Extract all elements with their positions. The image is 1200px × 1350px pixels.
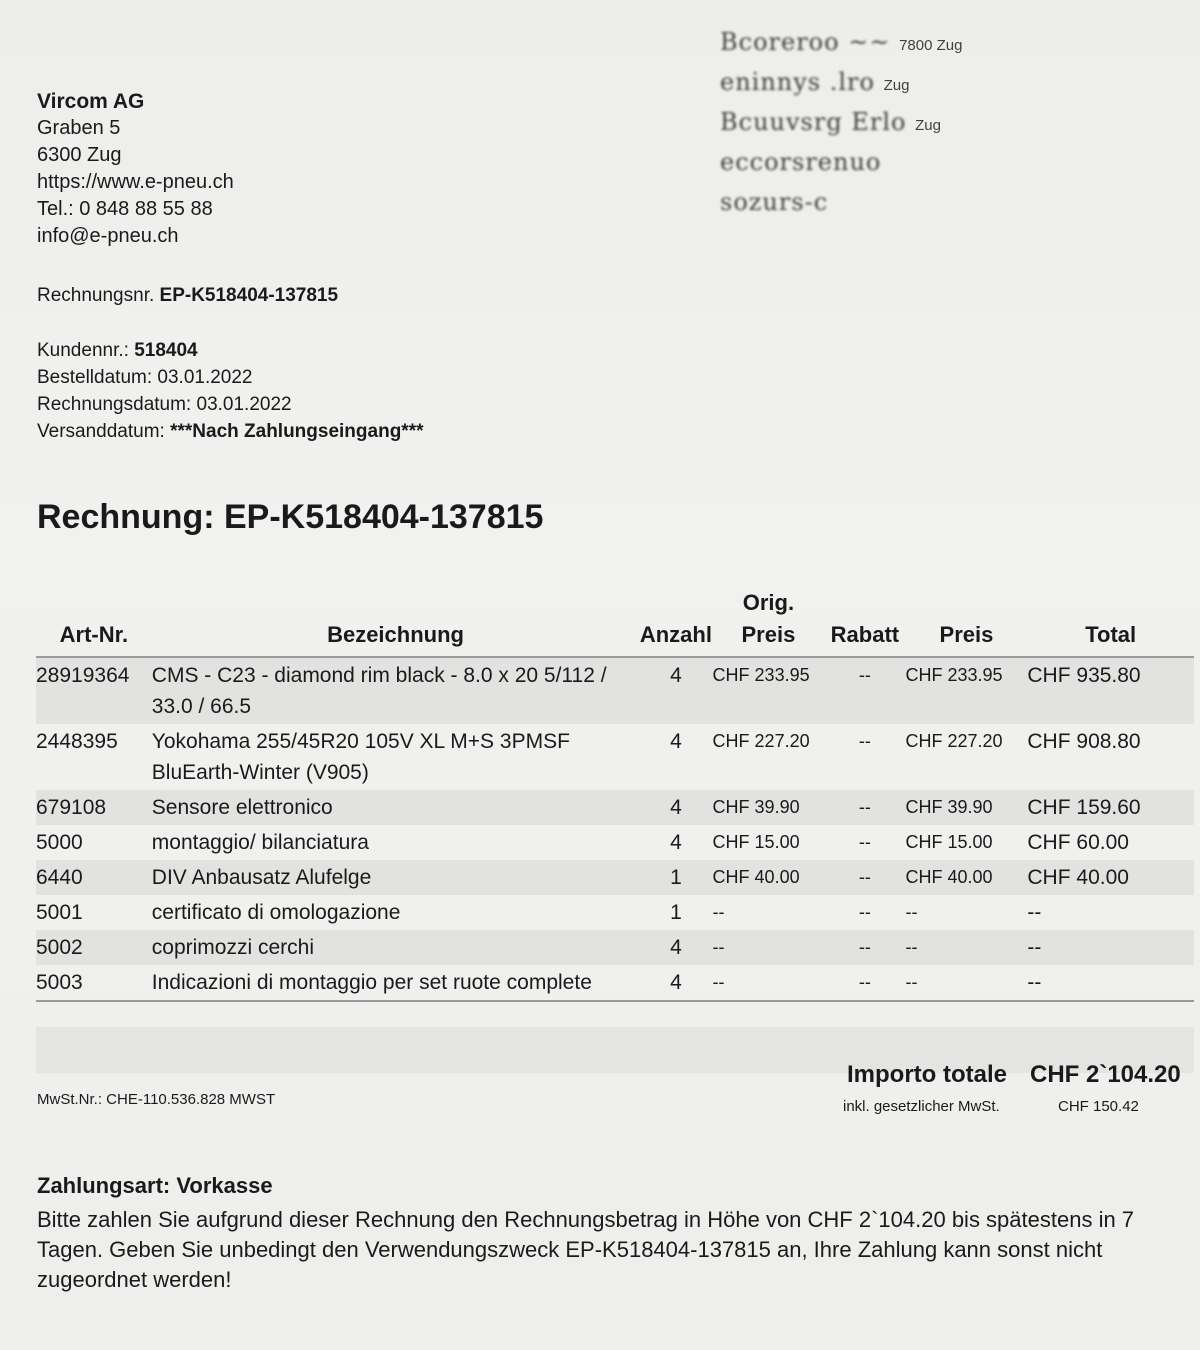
cell-art: 2448395 [36,730,118,753]
cell-preis: CHF 227.20 [905,731,1003,751]
total-value: CHF 2`104.20 [1030,1061,1181,1088]
cell-art: 5000 [36,831,83,854]
cell-orig: CHF 40.00 [713,860,825,895]
cell-total: CHF 60.00 [1027,831,1129,854]
recipient-line: sozurs-c [720,188,829,216]
table-row [36,657,1194,724]
cell-art: 5002 [36,930,152,965]
col-orig: Orig. Preis [741,590,796,647]
cell-desc: certificato di omologazione [151,901,401,924]
cell-preis: CHF 233.95 [906,657,1028,724]
cell-total: CHF 40.00 [1027,860,1194,895]
ship-date: Versanddatum: ***Nach Zahlungseingang*** [37,421,424,442]
cell-art: 6440 [36,860,152,895]
recipient-line: eninnys .lro Zug [720,68,910,96]
seller-phone: Tel.: 0 848 88 55 88 [37,198,213,220]
cell-art: 5001 [36,901,83,924]
recipient-line: eccorsrenuo [720,148,882,176]
cell-orig: CHF 233.95 [713,657,825,724]
cell-rabatt: -- [824,790,905,825]
cell-desc: Sensore elettronico [152,790,640,825]
cell-orig: -- [712,972,725,992]
table-row [36,965,1194,1001]
cell-qty: 4 [670,831,682,854]
table-row [36,860,1194,895]
recipient-line: Bcoreroo ~~ 7800 Zug [720,28,963,56]
cell-rabatt: -- [858,902,871,922]
payment-title: Zahlungsart: Vorkasse [37,1173,273,1198]
cell-qty: 4 [639,790,712,825]
vat-number: MwSt.Nr.: CHE-110.536.828 MWST [37,1091,276,1108]
cell-rabatt: -- [824,860,905,895]
cell-total: -- [1027,930,1194,965]
col-qty: Anzahl [639,622,712,647]
recipient-line: Bcuuvsrg Erlo Zug [720,108,941,136]
cell-total: CHF 908.80 [1027,730,1141,753]
recipient-address [720,28,970,228]
cell-qty: 4 [639,657,712,724]
seller-address [37,88,234,250]
cell-preis: CHF 40.00 [906,860,1028,895]
order-meta [37,337,423,445]
col-preis: Preis [939,622,994,647]
cell-rabatt: -- [858,972,871,992]
cell-orig: -- [712,902,725,922]
table-row [36,930,1194,965]
cell-desc: Yokohama 255/45R20 105V XL M+S 3PMSF BluEarth-Winter (V905) [151,730,570,784]
table-row [36,895,1194,930]
cell-qty: 4 [639,930,712,965]
cell-preis: CHF 15.00 [905,832,993,852]
cell-desc: Indicazioni di montaggio per set ruote complete [151,971,592,994]
payment-text: Bitte zahlen Sie aufgrund dieser Rechnung den Rechnungsbetrag in Höhe von CHF 2`104.20 bis spätestens in 7 Tagen. Geben Sie unbedingt den Verwendungszweck EP-K518404-137815 an, Ihre Zahlung kann sonst nicht zugeordnet werden! [37,1207,1135,1292]
seller-website: https://www.e-pneu.ch [37,171,234,193]
col-desc: Bezeichnung [327,622,464,647]
cell-art: 28919364 [36,657,152,724]
cell-desc: CMS - C23 - diamond rim black - 8.0 x 20 5/112 / 33.0 / 66.5 [152,657,640,724]
cell-art: 679108 [36,790,152,825]
col-art: Art-Nr. [59,622,129,647]
total-bar [36,1027,1194,1073]
cell-qty: 1 [639,860,712,895]
cell-total: CHF 159.60 [1027,790,1194,825]
cell-rabatt: -- [824,930,905,965]
line-items-table [36,590,1194,1002]
cell-preis: -- [905,972,918,992]
cell-orig: CHF 39.90 [713,790,825,825]
cell-preis: -- [906,930,1028,965]
seller-street: Graben 5 [37,117,121,139]
seller-email: info@e-pneu.ch [37,225,179,247]
vat-value: CHF 150.42 [1058,1098,1139,1115]
cell-preis: CHF 39.90 [906,790,1028,825]
vat-label: inkl. gesetzlicher MwSt. [843,1098,1000,1115]
total-label: Importo totale [847,1061,1007,1088]
table-header [36,590,1194,657]
seller-city: 6300 Zug [37,144,122,166]
col-total: Total [1085,622,1137,647]
cell-rabatt: -- [824,657,905,724]
cell-orig: CHF 15.00 [712,832,800,852]
invoice-date: Rechnungsdatum: 03.01.2022 [37,394,292,415]
cell-qty: 4 [670,971,682,994]
cell-total: CHF 935.80 [1027,657,1194,724]
cell-qty: 4 [670,730,682,753]
cell-rabatt: -- [858,731,871,751]
seller-name: Vircom AG [37,90,145,113]
table-row [36,825,1194,860]
cell-total: -- [1027,971,1042,994]
cell-orig: CHF 227.20 [712,731,810,751]
cell-orig: -- [713,930,825,965]
cell-desc: DIV Anbausatz Alufelge [152,860,640,895]
cell-rabatt: -- [858,832,871,852]
cell-preis: -- [905,902,918,922]
cell-art: 5003 [36,971,83,994]
cell-desc: coprimozzi cerchi [152,930,640,965]
invoice-number: Rechnungsnr. EP-K518404-137815 [37,285,339,306]
table-row [36,790,1194,825]
col-rabatt: Rabatt [830,622,900,647]
table-row [36,724,1194,790]
cell-qty: 1 [670,901,682,924]
customer-number: Kundennr.: 518404 [37,340,198,361]
cell-desc: montaggio/ bilanciatura [151,831,369,854]
order-date: Bestelldatum: 03.01.2022 [37,367,253,388]
invoice-title: Rechnung: EP-K518404-137815 [37,498,544,536]
cell-total: -- [1027,901,1042,924]
